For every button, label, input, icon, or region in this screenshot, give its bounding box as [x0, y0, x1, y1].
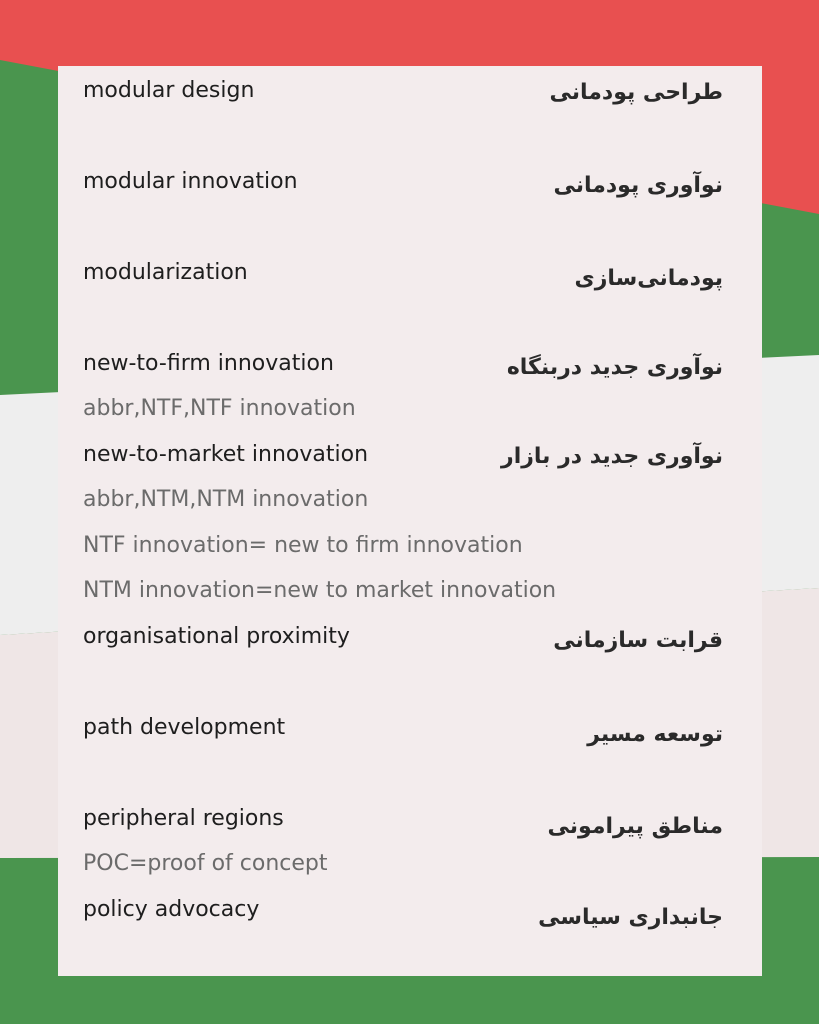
- note-text: NTF innovation= new to firm innovation: [83, 533, 523, 558]
- term-en: new-to-firm innovation: [83, 351, 334, 376]
- term-en: new-to-market innovation: [83, 442, 369, 467]
- term-fa: توسعه مسیر: [587, 722, 723, 747]
- term-fa: نوآوری جدید در بازار: [501, 444, 723, 469]
- term-fa: نوآوری جدید دربنگاه: [506, 355, 723, 380]
- note-text: abbr,NTF,NTF innovation: [83, 396, 356, 421]
- term-fa: پودمانی‌سازی: [574, 266, 723, 291]
- term-en: path development: [83, 715, 286, 740]
- term-fa: مناطق پیرامونی: [547, 814, 723, 839]
- term-fa: جانبداری سیاسی: [538, 905, 723, 930]
- term-en: peripheral regions: [83, 806, 284, 831]
- term-fa: طراحی پودمانی: [549, 80, 723, 105]
- note-text: abbr,NTM,NTM innovation: [83, 487, 369, 512]
- term-en: organisational proximity: [83, 624, 350, 649]
- term-en: modular innovation: [83, 169, 298, 194]
- note-text: POC=proof of concept: [83, 851, 328, 876]
- term-en: policy advocacy: [83, 897, 260, 922]
- note-text: NTM innovation=new to market innovation: [83, 578, 557, 603]
- term-en: modularization: [83, 260, 248, 285]
- term-fa: نوآوری پودمانی: [553, 173, 723, 198]
- term-en: modular design: [83, 78, 255, 103]
- term-fa: قرابت سازمانی: [553, 628, 723, 653]
